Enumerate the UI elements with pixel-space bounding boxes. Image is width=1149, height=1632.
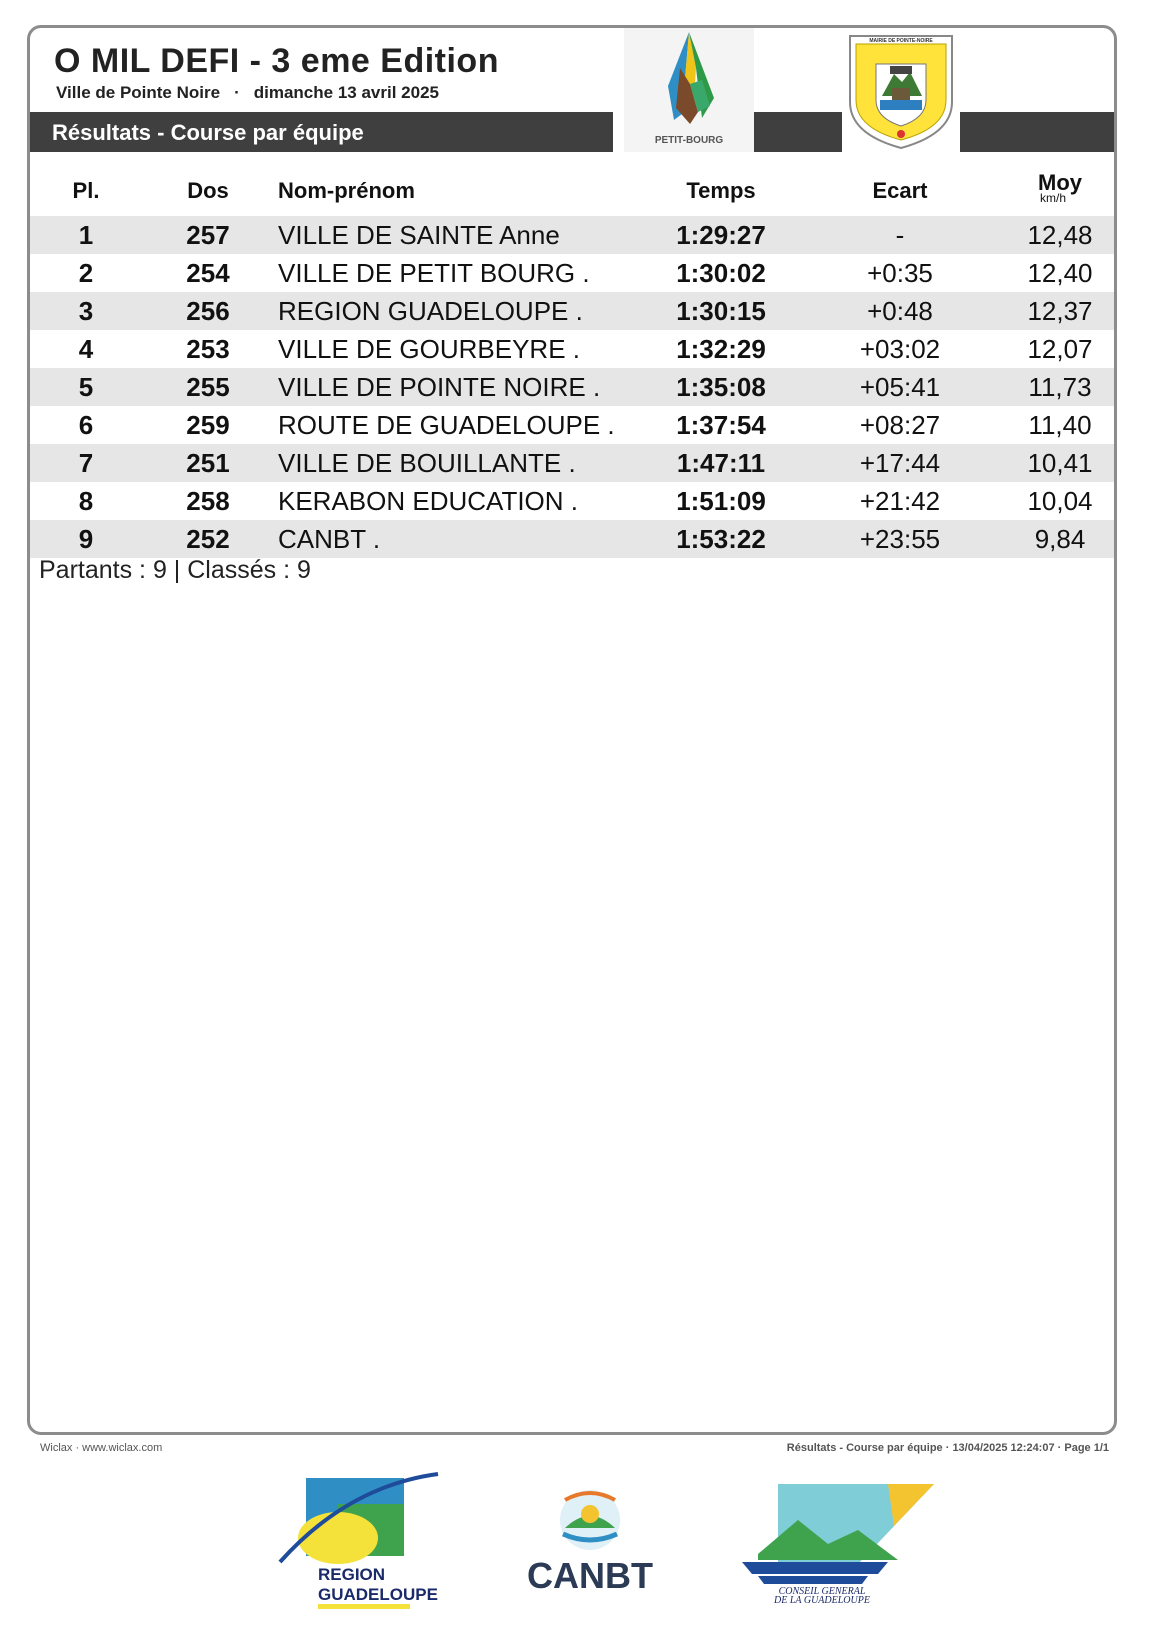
region-logo-text-2: GUADELOUPE: [318, 1585, 438, 1604]
cell-moy: 9,84: [1034, 524, 1086, 554]
cell-moy: 12,48: [1027, 220, 1093, 250]
petit-bourg-logo: [624, 28, 754, 152]
cell-ecart: +08:27: [859, 410, 941, 440]
region-logo-text-1: REGION: [318, 1565, 386, 1584]
cell-pl: 6: [78, 410, 94, 440]
cell-temps: 1:51:09: [676, 486, 766, 516]
table-row: [30, 216, 1117, 254]
col-header-dos: Dos: [187, 178, 229, 203]
cell-moy: 11,73: [1028, 372, 1092, 402]
mairie-crest-logo: [842, 30, 960, 152]
cell-nom: VILLE DE POINTE NOIRE .: [278, 372, 601, 402]
cell-moy: 12,37: [1027, 296, 1093, 326]
cell-pl: 2: [78, 258, 94, 288]
cell-dos: 259: [186, 410, 230, 440]
cell-ecart: -: [895, 220, 905, 250]
cell-moy: 10,04: [1027, 486, 1093, 516]
section-bar-right: [960, 112, 1117, 152]
table-row: [30, 482, 1117, 520]
cell-dos: 253: [186, 334, 230, 364]
cell-dos: 258: [186, 486, 230, 516]
table-row: [30, 292, 1117, 330]
conseil-logo-text-2: DE LA GUADELOUPE: [774, 1595, 870, 1604]
cell-moy: 10,41: [1027, 448, 1093, 478]
section-bar-middle: [750, 112, 842, 152]
table-row: [30, 520, 1117, 558]
cell-pl: 5: [78, 372, 94, 402]
cell-ecart: +0:48: [867, 296, 933, 326]
cell-dos: 252: [186, 524, 230, 554]
cell-nom: VILLE DE GOURBEYRE .: [278, 334, 580, 364]
cell-temps: 1:47:11: [676, 448, 766, 478]
col-header-pl: Pl.: [72, 178, 100, 203]
table-row: [30, 330, 1117, 368]
cell-pl: 4: [78, 334, 94, 364]
cell-moy: 11,40: [1028, 410, 1092, 440]
cell-pl: 1: [78, 220, 94, 250]
cell-dos: 257: [186, 220, 230, 250]
cell-moy: 12,40: [1027, 258, 1093, 288]
cell-nom: VILLE DE BOUILLANTE .: [278, 448, 576, 478]
cell-ecart: +17:44: [859, 448, 941, 478]
cell-nom: ROUTE DE GUADELOUPE .: [278, 410, 615, 440]
table-row: [30, 444, 1117, 482]
cell-temps: 1:53:22: [676, 524, 766, 554]
event-date: dimanche 13 avril 2025: [253, 83, 439, 102]
col-header-moy: Moy: [1038, 170, 1082, 195]
cell-ecart: +21:42: [859, 486, 941, 516]
table-row: [30, 368, 1117, 406]
cell-dos: 251: [186, 448, 230, 478]
cell-nom: VILLE DE SAINTE Anne: [278, 220, 560, 250]
cell-ecart: +03:02: [859, 334, 941, 364]
cell-ecart: +0:35: [867, 258, 933, 288]
cell-temps: 1:30:02: [676, 258, 766, 288]
cell-nom: REGION GUADELOUPE .: [278, 296, 583, 326]
cell-dos: 256: [186, 296, 230, 326]
cell-nom: KERABON EDUCATION .: [278, 486, 579, 516]
starters-summary: Partants : 9 | Classés : 9: [39, 556, 311, 584]
conseil-logo-text-1: CONSEIL GENERAL: [778, 1586, 866, 1597]
results-sheet: [27, 25, 1117, 1435]
event-subtitle: [56, 83, 439, 103]
cell-temps: 1:32:29: [676, 334, 766, 364]
mairie-crest-text: MAIRIE DE POINTE-NOIRE: [869, 38, 933, 44]
cell-temps: 1:30:15: [676, 296, 766, 326]
region-guadeloupe-logo: [278, 1466, 448, 1616]
col-header-moy-unit: km/h: [1040, 191, 1067, 205]
table-header: [30, 168, 1117, 216]
canbt-logo: [515, 1486, 665, 1596]
cell-nom: CANBT .: [278, 524, 381, 554]
cell-ecart: +23:55: [859, 524, 941, 554]
footer-credit: Wiclax · www.wiclax.com: [40, 1442, 163, 1454]
cell-dos: 254: [186, 258, 230, 288]
cell-moy: 12,07: [1027, 334, 1093, 364]
cell-nom: VILLE DE PETIT BOURG .: [278, 258, 590, 288]
table-row: [30, 406, 1117, 444]
petit-bourg-logo-text: PETIT-BOURG: [654, 135, 724, 146]
event-location: Ville de Pointe Noire: [56, 83, 221, 102]
subtitle-separator: ·: [234, 83, 240, 102]
conseil-general-logo: [738, 1474, 938, 1604]
col-header-nom: Nom-prénom: [278, 178, 415, 203]
cell-temps: 1:29:27: [676, 220, 766, 250]
col-header-ecart: Ecart: [872, 178, 928, 203]
cell-dos: 255: [186, 372, 230, 402]
cell-temps: 1:37:54: [676, 410, 766, 440]
cell-pl: 7: [78, 448, 94, 478]
col-header-temps: Temps: [686, 178, 756, 203]
footer-page-info: Résultats - Course par équipe · 13/04/2025 12:24:07 · Page 1/1: [786, 1442, 1109, 1454]
cell-temps: 1:35:08: [676, 372, 766, 402]
cell-pl: 8: [78, 486, 94, 516]
section-title: Résultats - Course par équipe: [52, 120, 364, 145]
results-table: [30, 216, 1117, 558]
cell-pl: 9: [78, 524, 94, 554]
page-title: O MIL DEFI - 3 eme Edition: [54, 42, 499, 80]
cell-pl: 3: [78, 296, 94, 326]
canbt-logo-text: CANBT: [527, 1555, 653, 1596]
table-row: [30, 254, 1117, 292]
cell-ecart: +05:41: [859, 372, 941, 402]
